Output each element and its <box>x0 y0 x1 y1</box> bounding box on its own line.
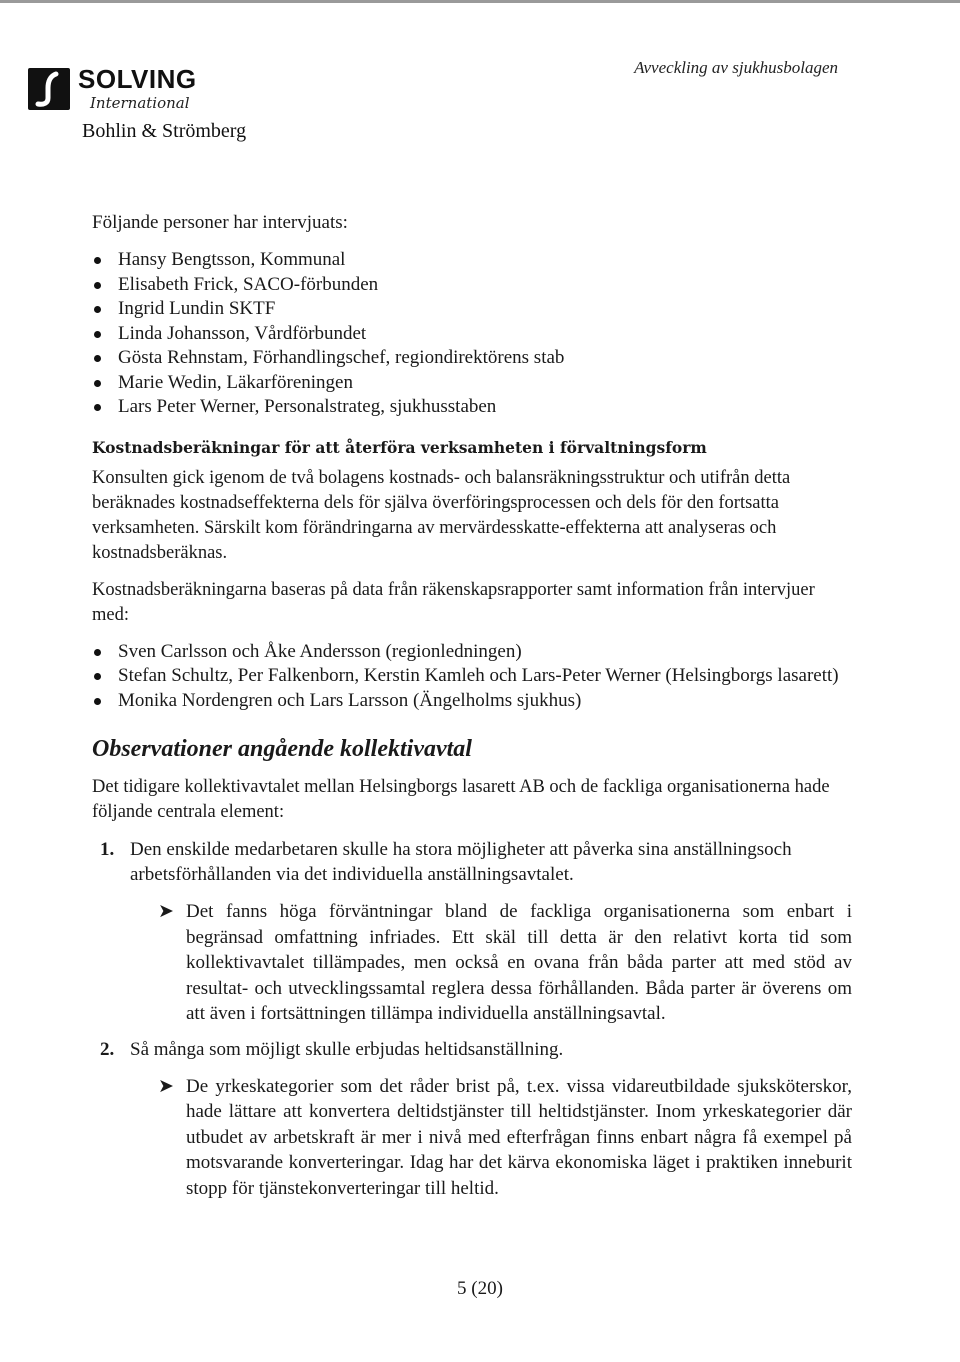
list-item: Stefan Schultz, Per Falkenborn, Kerstin Kamleh och Lars-Peter Werner (Helsingborgs lasarett) <box>92 664 852 689</box>
cost-paragraph-2: Kostnadsberäkningarna baseras på data från räkenskapsrapporter samt information från intervjuer med: <box>92 579 815 625</box>
cost-section-heading: Kostnadsberäkningar för att återföra verksamheten i förvaltningsform <box>92 437 707 457</box>
company-logo <box>28 60 258 150</box>
observations-heading: Observationer angående kollektivavtal <box>92 736 472 762</box>
item-detail <box>154 899 852 1027</box>
cost-paragraph-1: Konsulten gick igenom de två bolagens kostnads- och balansräkningsstruktur och utifrån detta beräknades kostnadseffekterna dels för själva överföringsprocessen och dels för den fortsatta verksamheten. Särskilt kom förändringarna av mervärdesskatte-effekterna att analyseras och kostnadsberäknas. <box>92 467 791 563</box>
interviewee-list <box>92 248 852 420</box>
observations-intro: Det tidigare kollektivavtalet mellan Helsingborgs lasarett AB och de fackliga organisationerna hade följande centrala element: <box>92 777 830 822</box>
document-title: Avveckling av sjukhusbolagen <box>634 58 838 77</box>
list-item: Monika Nordengren och Lars Larsson (Ängelholms sjukhus) <box>92 689 852 714</box>
item-text: Så många som möjligt skulle erbjudas heltidsanställning. <box>130 1038 564 1060</box>
item-number: 1. <box>100 839 115 860</box>
logo-name: SOLVING <box>78 64 197 94</box>
observations-list <box>92 837 852 1201</box>
list-item: Hansy Bengtsson, Kommunal <box>92 248 852 273</box>
logo-mark-icon <box>28 68 70 110</box>
list-item: Ingrid Lundin SKTF <box>92 297 852 322</box>
list-item: Lars Peter Werner, Personalstrateg, sjukhusstaben <box>92 395 852 420</box>
list-item: Sven Carlsson och Åke Andersson (regionledningen) <box>92 640 852 665</box>
interviews-intro: Följande personer har intervjuats: <box>92 212 348 233</box>
scan-top-edge <box>0 0 960 3</box>
item-number: 2. <box>100 1038 115 1060</box>
page-content <box>92 210 852 1211</box>
item-detail <box>154 1074 852 1202</box>
arrow-bullet-icon: ➤ <box>158 1075 174 1097</box>
list-item: Marie Wedin, Läkarföreningen <box>92 371 852 396</box>
item-text: Den enskilde medarbetaren skulle ha stora möjligheter att påverka sina anställningsoch arbetsförhållanden via det individuella anställningsavtalet. <box>130 839 792 885</box>
item-detail-text: Det fanns höga förväntningar bland de fackliga organisationerna som enbart i begränsad omfattning infriades. Ett skäl till detta är den relativt korta tid som kollektivavtalet tillämpades, men också en ovana från båda parter att med stöd av resultat- och utvecklingssamtal reglera dessa förhållanden. Båda parter är överens om att även i fortsättningen tillämpa individuella anställningsavtal. <box>186 901 852 1024</box>
list-item: Linda Johansson, Vårdförbundet <box>92 322 852 347</box>
page-number: 5 (20) <box>457 1278 503 1299</box>
cost-interviewee-list <box>92 640 852 714</box>
list-item: Elisabeth Frick, SACO-förbunden <box>92 273 852 298</box>
list-item <box>92 837 852 1027</box>
arrow-bullet-icon: ➤ <box>158 901 174 922</box>
logo-tagline: International <box>90 94 190 112</box>
company-name: Bohlin & Strömberg <box>82 120 247 142</box>
list-item <box>92 1037 852 1202</box>
list-item: Gösta Rehnstam, Förhandlingschef, regiondirektörens stab <box>92 346 852 371</box>
item-detail-text: De yrkeskategorier som det råder brist på, t.ex. vissa vidareutbildade sjuksköterskor, hade lättare att konvertera deltidstjänster till heltidstjänster. Inom yrkeskategorier där utbudet av arbetskraft är mer i nivå med efterfrågan finns enbart några få exempel på motsvarande konverteringar. Idag har det kärva ekonomiska läget i praktiken inneburit stopp för tjänstekonverteringar till heltid. <box>186 1075 852 1199</box>
